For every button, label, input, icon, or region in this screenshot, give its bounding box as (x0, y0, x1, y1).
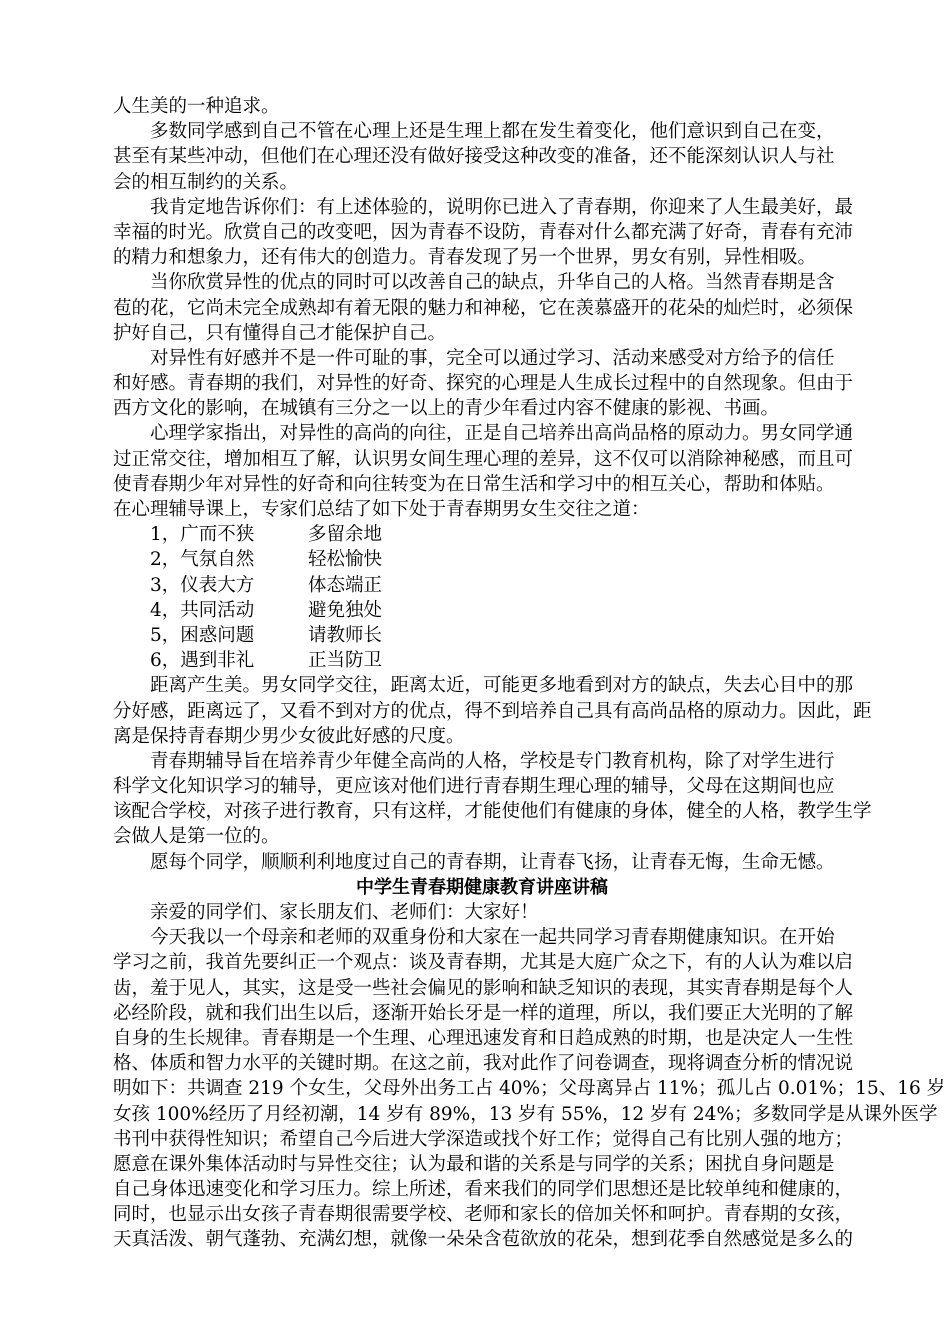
text-line: 齿，羞于见人，其实，这是受一些社会偏见的影响和缺乏知识的表现，其实青春期是每个人 (113, 977, 854, 999)
document-page (113, 94, 946, 1253)
list-item-left: 5，困惑问题 (150, 624, 255, 646)
section-bottom (113, 900, 946, 1253)
text-line: 自己身体迅速变化和学习压力。综上所述，看来我们的同学们思想还是比较单纯和健康的， (113, 1179, 854, 1201)
text-line: 会的相互制约的关系。 (113, 171, 299, 193)
list-item-right: 正当防卫 (308, 650, 383, 672)
text-line: 离是保持青春期少男少女彼此好感的尺度。 (113, 725, 465, 747)
text-line: 和好感。青春期的我们，对异性的好奇、探究的心理是人生成长过程中的自然现象。但由于 (113, 373, 854, 395)
text-line: 自身的生长规律。青春期是一个生理、心理迅速发育和日趋成熟的时期，也是决定人一生性 (113, 1027, 854, 1049)
text-line: 苞的花，它尚未完全成熟却有着无限的魅力和神秘，它在羡慕盛开的花朵的灿烂时，必须保 (113, 297, 854, 319)
text-line: 书刊中获得性知识；希望自己今后进大学深造或找个好工作；觉得自己有比别人强的地方； (113, 1128, 854, 1150)
text-line: 格、体质和智力水平的关键时期。在这之前，我对此作了问卷调查，现将调查分析的情况说 (113, 1053, 854, 1075)
text-line: 护好自己，只有懂得自己才能保护自己。 (113, 322, 447, 344)
text-line: 愿意在课外集体活动时与异性交往；认为最和谐的关系是与同学的关系；困扰自身问题是 (113, 1153, 835, 1175)
text-line: 必经阶段，就和我们出生以后，逐渐开始长牙是一样的道理，所以，我们要正大光明的了解 (113, 1002, 854, 1024)
list-item-left: 3，仪表大方 (150, 574, 255, 596)
text-line: 心理学家指出，对异性的高尚的向往，正是自己培养出高尚品格的原动力。男女同学通 (150, 423, 854, 445)
list-item (113, 648, 851, 673)
list-item (113, 547, 851, 572)
section-mid (113, 673, 872, 875)
section-top (113, 94, 854, 522)
list-item-left: 1，广而不狭 (150, 524, 255, 546)
list-item-left: 2，气氛自然 (150, 549, 255, 571)
text-line: 愿每个同学，顺顺利利地度过自己的青春期，让青春飞扬，让青春无悔，生命无憾。 (150, 851, 835, 873)
list-item-right: 轻松愉快 (308, 549, 383, 571)
text-line: 我肯定地告诉你们：有上述体验的，说明你已进入了青春期，你迎来了人生最美好，最 (150, 196, 854, 218)
list-item-right: 体态端正 (308, 574, 383, 596)
list-item-left: 6，遇到非礼 (150, 650, 255, 672)
text-line: 在心理辅导课上，专家们总结了如下处于青春期男女生交往之道： (113, 499, 650, 520)
section-heading: 中学生青春期健康教育讲座讲稿 (356, 876, 608, 898)
text-line: 该配合学校，对孩子进行教育，只有这样，才能使他们有健康的身体，健全的人格，教学生学 (113, 801, 872, 823)
text-line: 使青春期少年对异性的好奇和向往转变为在日常生活和学习中的相互关心，帮助和体贴。 (113, 473, 835, 495)
list-item-right: 避免独处 (308, 599, 383, 621)
text-line: 当你欣赏异性的优点的同时可以改善自己的缺点，升华自己的人格。当然青春期是含 (150, 272, 835, 294)
list-item (113, 623, 851, 648)
text-line: 对异性有好感并不是一件可耻的事，完全可以通过学习、活动来感受对方给予的信任 (150, 347, 835, 369)
text-line: 学习之前，我首先要纠正一个观点：谈及青春期，尤其是大庭广众之下，有的人认为难以启 (113, 952, 854, 974)
text-line: 甚至有某些冲动，但他们在心理还没有做好接受这种改变的准备，还不能深刻认识人与社 (113, 146, 835, 168)
text-line: 天真活泼、朝气蓬勃、充满幻想，就像一朵朵含苞欲放的花朵，想到花季自然感觉是多么的 (113, 1229, 854, 1251)
text-line: 同时，也显示出女孩子青春期很需要学校、老师和家长的倍加关怀和呵护。青春期的女孩， (113, 1204, 854, 1226)
list-item-right: 请教师长 (308, 624, 383, 646)
text-line: 科学文化知识学习的辅导，更应该对他们进行青春期生理心理的辅导，父母在这期间也应 (113, 776, 835, 798)
text-line: 会做人是第一位的。 (113, 826, 280, 848)
text-line: 多数同学感到自己不管在心理上还是生理上都在发生着变化，他们意识到自己在变， (150, 121, 835, 143)
text-line: 过正常交往，增加相互了解，认识男女间生理心理的差异，这不仅可以消除神秘感，而且可 (113, 448, 854, 470)
text-line: 人生美的一种追求。 (113, 96, 280, 117)
text-line: 女孩 100%经历了月经初潮，14 岁有 89%，13 岁有 55%，12 岁有 24%；多数同学是从课外医学 (113, 1103, 938, 1125)
text-line: 距离产生美。男女同学交往，距离太近，可能更多地看到对方的缺点，失去心目中的那 (150, 675, 854, 697)
text-line: 青春期辅导旨在培养青少年健全高尚的人格，学校是专门教育机构，除了对学生进行 (150, 750, 835, 772)
list-item-left: 4，共同活动 (150, 599, 255, 621)
list-item (113, 522, 851, 547)
text-line: 亲爱的同学们、家长朋友们、老师们：大家好！ (150, 902, 539, 923)
list-item (113, 573, 851, 598)
text-line: 的精力和想象力，还有伟大的创造力。青春发现了另一个世界，男女有别，异性相吸。 (113, 247, 817, 269)
guidelines-list (113, 522, 851, 673)
text-line: 幸福的时光。欣赏自己的改变吧，因为青春不设防，青春对什么都充满了好奇，青春有充沛 (113, 221, 854, 243)
text-line: 明如下：共调查 219 个女生，父母外出务工占 40%；父母离异占 11%；孤儿占 0.01%；15、16 岁 (113, 1078, 946, 1100)
text-line: 分好感，距离远了，又看不到对方的优点，得不到培养自己具有高尚品格的原动力。因此，距 (113, 700, 872, 722)
text-line: 西方文化的影响，在城镇有三分之一以上的青少年看过内容不健康的影视、书画。 (113, 398, 780, 420)
list-item (113, 598, 851, 623)
text-line: 今天我以一个母亲和老师的双重身份和大家在一起共同学习青春期健康知识。在开始 (150, 927, 835, 949)
list-item-right: 多留余地 (308, 524, 383, 546)
